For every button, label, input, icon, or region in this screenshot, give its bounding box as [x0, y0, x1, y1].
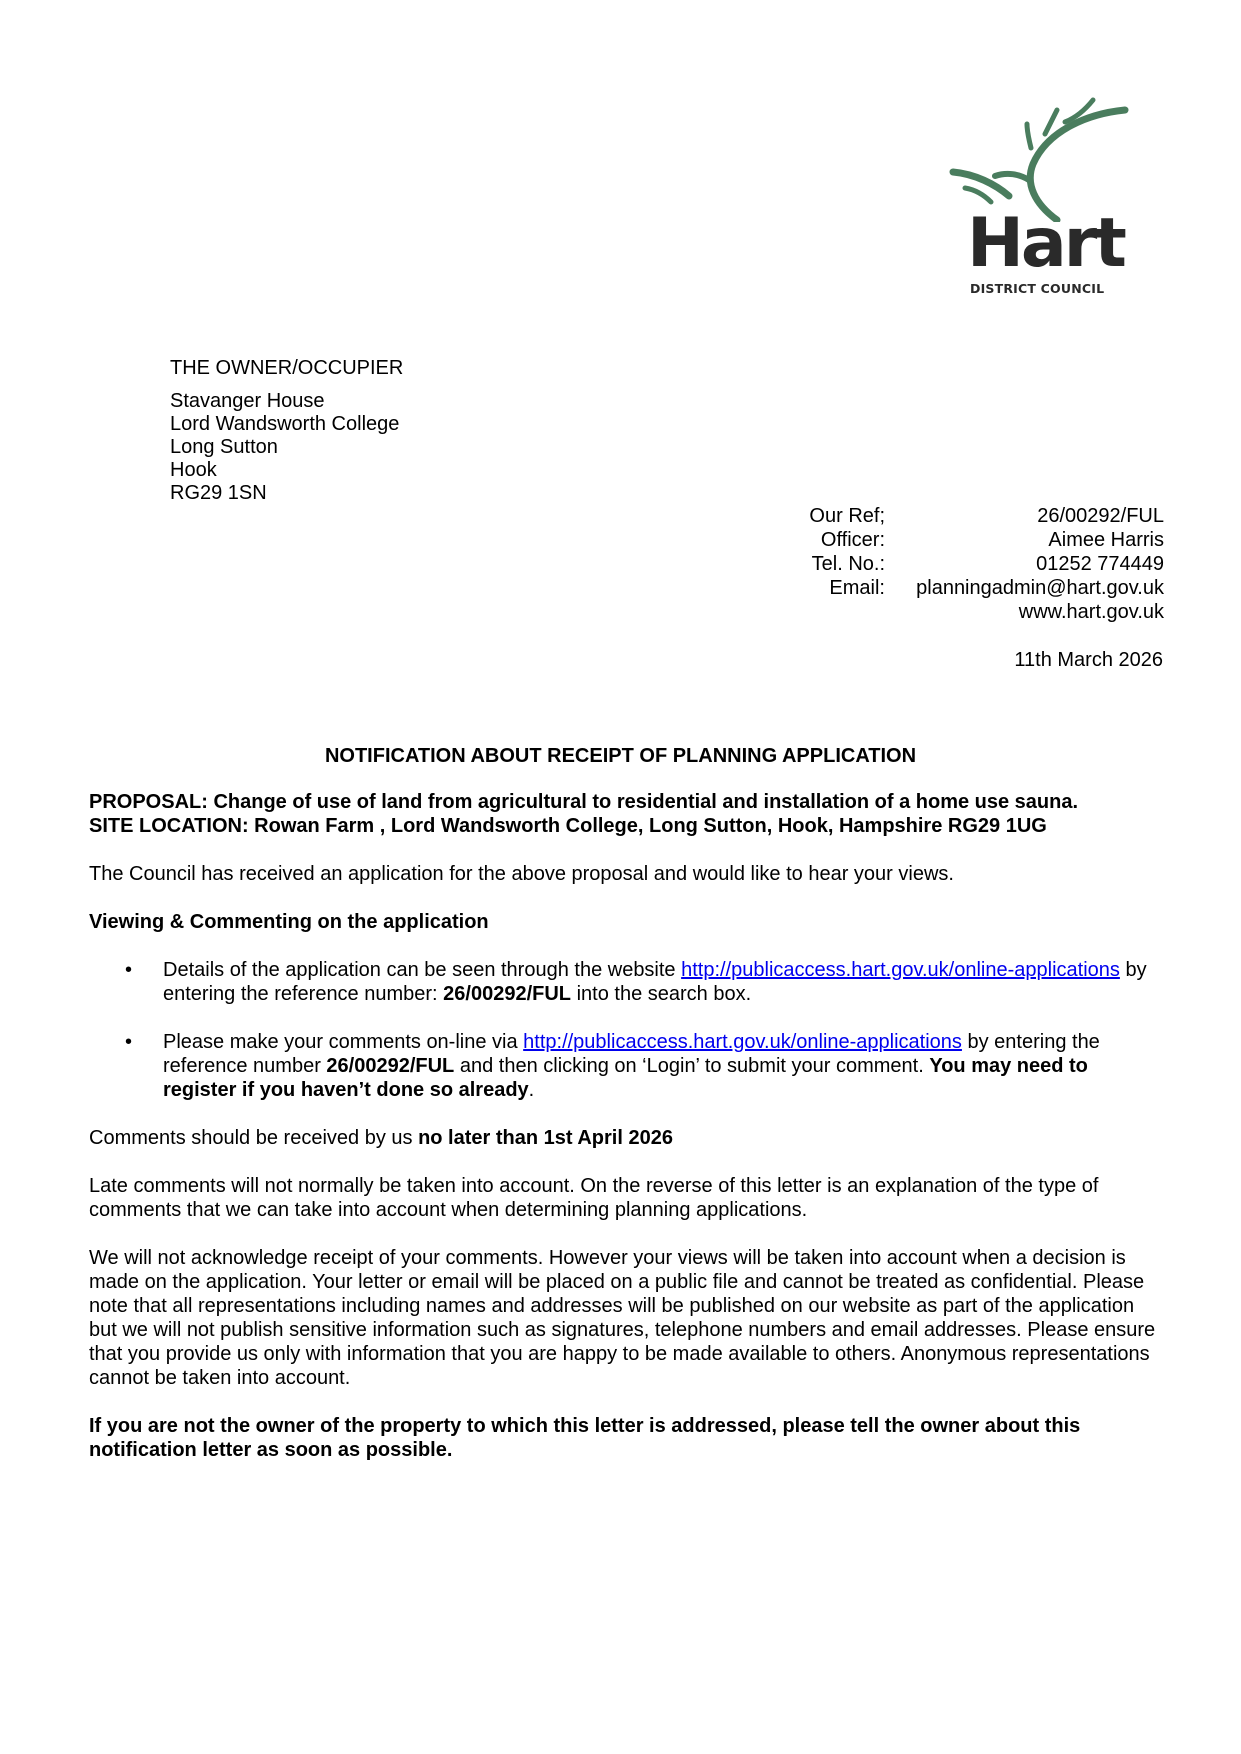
reference-block: [700, 504, 1164, 624]
address-line: Stavanger House: [170, 390, 325, 412]
email-label: Email:: [829, 577, 885, 599]
deadline-text: Comments should be received by us: [89, 1127, 419, 1149]
tel-label: Tel. No.:: [811, 553, 885, 575]
bullet1-text-b: by entering the reference number:: [163, 959, 1147, 1005]
officer-row: [700, 528, 1164, 552]
letter-heading: NOTIFICATION ABOUT RECEIPT OF PLANNING APPLICATION: [324, 745, 917, 767]
address-line: RG29 1SN: [170, 482, 267, 504]
reference-number: 26/00292/FUL: [443, 983, 572, 1005]
tel-value: 01252 774449: [1036, 553, 1164, 575]
comment-link[interactable]: http://publicaccess.hart.gov.uk/online-applications: [523, 1031, 962, 1053]
deadline-date: no later than 1st April 2026: [418, 1127, 673, 1149]
bullet-icon: •: [125, 1031, 133, 1053]
register-note: You may need to register if you haven’t done so already: [163, 1055, 1088, 1101]
email-value: planningadmin@hart.gov.uk: [916, 577, 1164, 599]
tel-row: [700, 552, 1164, 576]
officer-label: Officer:: [820, 529, 885, 551]
recipient-owner: THE OWNER/OCCUPIER: [170, 357, 404, 379]
bullet2-text: Please make your comments on-line via: [163, 1031, 524, 1053]
website-row: [700, 600, 1164, 624]
proposal-block: [89, 790, 1164, 838]
instructions-list: [89, 958, 1164, 1102]
website-label: [700, 600, 885, 624]
bullet2-text-b: by entering the reference number: [163, 1031, 1100, 1077]
email-row: [700, 576, 1164, 600]
deadline: [89, 1126, 1164, 1150]
viewing-heading: Viewing & Commenting on the application: [89, 911, 489, 933]
bullet1-text-c: into the search box.: [571, 983, 752, 1005]
hart-logo: [935, 92, 1155, 302]
address-line: Long Sutton: [170, 436, 278, 458]
address-line: Hook: [170, 459, 217, 481]
website-value: www.hart.gov.uk: [1018, 601, 1164, 623]
intro: The Council has received an application for the above proposal and would like to hear your views.: [89, 863, 954, 885]
stag-antler-icon: [935, 92, 1155, 222]
site-location: SITE LOCATION: Rowan Farm , Lord Wandsworth College, Long Sutton, Hook, Hampshire RG29 1UG: [89, 815, 1047, 837]
bullet-icon: •: [125, 959, 133, 981]
bullet2-end: .: [528, 1079, 535, 1101]
late-comments: Late comments will not normally be taken into account. On the reverse of this letter is an explanation of the type of comments that we can take into account when determining planning applications.: [89, 1175, 1099, 1221]
letter-body: [89, 790, 1164, 1486]
logo-subtitle: DISTRICT COUNCIL: [970, 281, 1105, 296]
address-line: Lord Wandsworth College: [170, 413, 400, 435]
owner-notice: If you are not the owner of the property to which this letter is addressed, please tell the owner about this notification letter as soon as possible.: [89, 1415, 1081, 1461]
public-access-link[interactable]: http://publicaccess.hart.gov.uk/online-applications: [681, 959, 1120, 981]
ref-value: 26/00292/FUL: [1037, 505, 1164, 527]
acknowledge-paragraph: We will not acknowledge receipt of your comments. However your views will be taken into account when a decision is made on the application. Your letter or email will be placed on a public file and cannot be treated as confidential. Please note that all representations including names and addresses will be published on our website as part of the application but we will not publish sensitive information such as signatures, telephone numbers and email addresses. Please ensure that you provide us only with information that you are happy to be made available to others. Anonymous representations cannot be taken into account.: [89, 1247, 1156, 1389]
proposal: PROPOSAL: Change of use of land from agricultural to residential and installation of a home use sauna.: [89, 791, 1079, 813]
letter-date: 11th March 2026: [1014, 649, 1163, 671]
recipient-address: [170, 357, 403, 505]
logo-name: Hart: [967, 204, 1124, 283]
bullet2-text-c: and then clicking on ‘Login’ to submit your comment.: [454, 1055, 930, 1077]
ref-row: [700, 504, 1164, 528]
officer-value: Aimee Harris: [1048, 529, 1164, 551]
ref-label: Our Ref;: [809, 505, 885, 527]
bullet1-text: Details of the application can be seen through the website: [163, 959, 682, 981]
list-item: [125, 1030, 1164, 1102]
list-item: [125, 958, 1164, 1006]
reference-number: 26/00292/FUL: [326, 1055, 455, 1077]
